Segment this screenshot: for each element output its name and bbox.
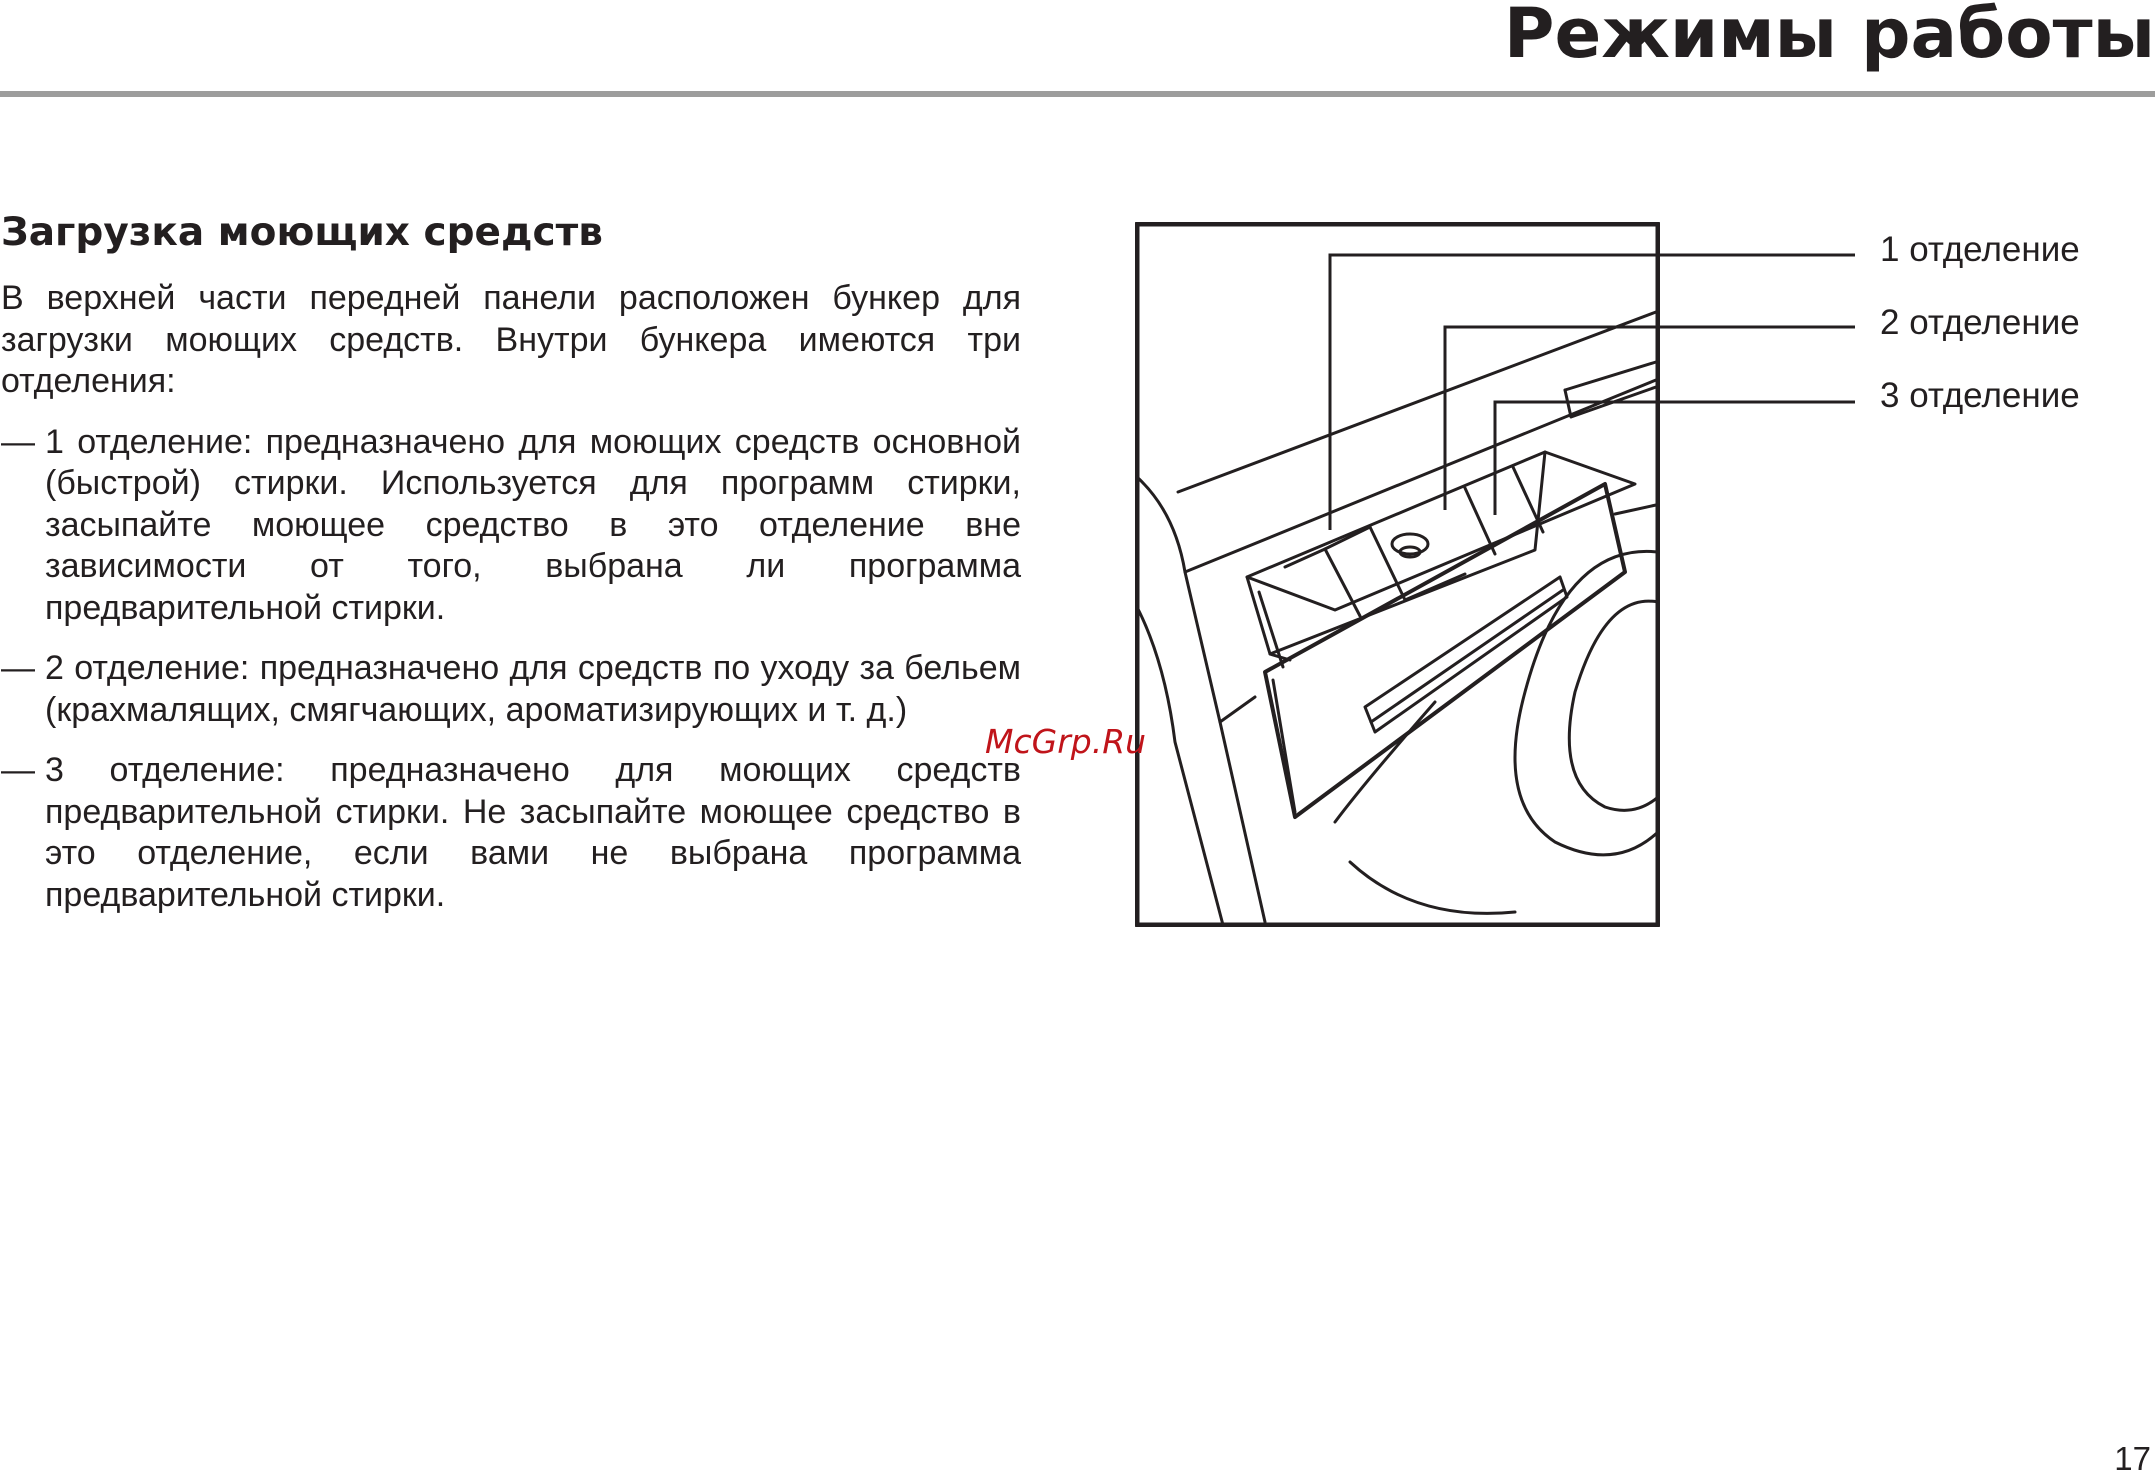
callout-label-2: 2 отделение xyxy=(1880,303,2080,342)
callout-label-1: 1 отделение xyxy=(1880,230,2080,269)
list-item xyxy=(1,648,1021,731)
list-item-text: 2 отделение: предназначено для средств по уходу за бельем (крахмалящих, смягчающих, ароматизирующих и т. д.) xyxy=(45,649,1021,729)
callout-line-1 xyxy=(1330,255,1855,530)
intro-paragraph: В верхней части передней панели расположен бункер для загрузки моющих средств. Внутри бункера имеются три отделения: xyxy=(1,279,1021,400)
callout-line-3 xyxy=(1495,402,1855,515)
title-rule xyxy=(0,91,2155,97)
list-item xyxy=(1,750,1021,916)
page-title: Режимы работы xyxy=(1503,0,2155,74)
list-item-text: 3 отделение: предназначено для моющих средств предварительной стирки. Не засыпайте моющее средство в это отделение, если вами не выбрана программа предварительной стирки. xyxy=(45,751,1021,914)
list-dash: — xyxy=(1,751,35,789)
compartment-list xyxy=(1,422,1021,917)
section-heading: Загрузка моющих средств xyxy=(1,210,603,255)
list-dash: — xyxy=(1,422,35,461)
body-text xyxy=(1,278,1021,916)
list-item-text: 1 отделение: предназначено для моющих средств основной (быстрой) стирки. Используется для программ стирки, засыпайте моющее средство в это отделение вне зависимости от того, выбрана ли программа предварительной стирки. xyxy=(45,422,1021,627)
callout-line-2 xyxy=(1445,327,1855,510)
callout-label-3: 3 отделение xyxy=(1880,376,2080,415)
list-item xyxy=(1,422,1021,630)
list-dash: — xyxy=(1,649,35,687)
callout-leaders xyxy=(1320,250,1880,530)
page-number: 17 xyxy=(2114,1440,2151,1477)
watermark: McGrp.Ru xyxy=(985,722,1147,761)
